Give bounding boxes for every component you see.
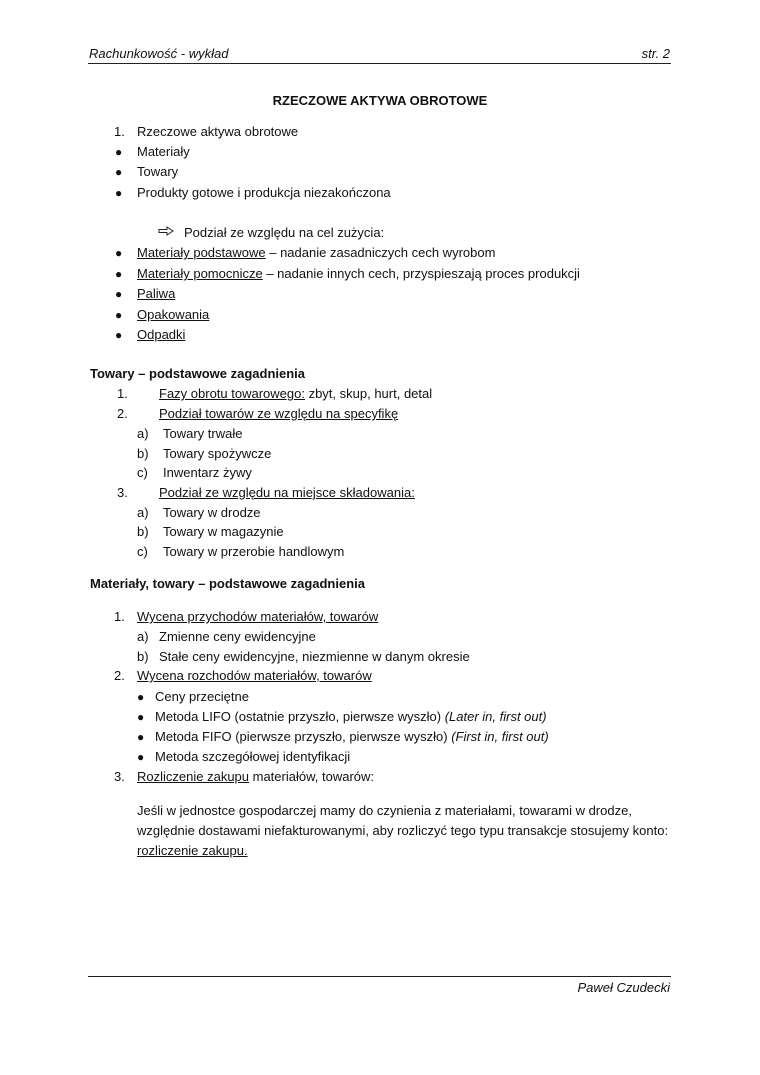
section-heading: Towary – podstawowe zagadnienia	[90, 366, 306, 381]
bullet-icon: ●	[115, 145, 123, 159]
paragraph-line: rozliczenie zakupu.	[137, 843, 248, 858]
header-rule	[88, 63, 671, 64]
term: Fazy obrotu towarowego:	[159, 386, 305, 401]
sub-marker: c)	[137, 544, 148, 559]
description: zbyt, skup, hurt, detal	[304, 386, 433, 401]
item-italic: (First in, first out)	[451, 729, 549, 744]
arrow-right-icon	[158, 226, 174, 236]
bullet-icon: ●	[115, 186, 123, 200]
sub-item: Towary spożywcze	[163, 446, 272, 461]
numbered-text: Podział towarów ze względu na specyfikę	[159, 406, 399, 421]
bullet-icon: ●	[137, 730, 145, 744]
term: Materiały podstawowe	[137, 245, 266, 260]
term: Materiały pomocnicze	[137, 266, 263, 281]
sub-marker: c)	[137, 465, 148, 480]
item-text: Metoda LIFO (ostatnie przyszło, pierwsze wyszło)	[155, 709, 445, 724]
numbered-marker: 3.	[117, 485, 128, 500]
numbered-marker: 1.	[117, 386, 128, 401]
list-item	[137, 286, 175, 301]
sub-marker: a)	[137, 629, 149, 644]
sub-item: Zmienne ceny ewidencyjne	[159, 629, 316, 644]
sub-marker: b)	[137, 649, 149, 664]
numbered-marker: 2.	[114, 668, 125, 683]
numbered-marker: 2.	[117, 406, 128, 421]
bullet-icon: ●	[115, 287, 123, 301]
bullet-icon: ●	[115, 267, 123, 281]
sub-item: Stałe ceny ewidencyjne, niezmienne w danym okresie	[159, 649, 470, 664]
sub-item: Towary trwałe	[163, 426, 243, 441]
term: Paliwa	[137, 286, 176, 301]
sub-marker: a)	[137, 426, 149, 441]
sub-item: Towary w magazynie	[163, 524, 284, 539]
description: materiałów, towarów:	[249, 769, 375, 784]
term: Opakowania	[137, 307, 210, 322]
page-title: RZECZOWE AKTYWA OBROTOWE	[272, 93, 488, 108]
numbered-text: Wycena przychodów materiałów, towarów	[137, 609, 379, 624]
bullet-icon: ●	[115, 246, 123, 260]
page-number: str. 2	[641, 46, 670, 61]
bullet-icon: ●	[137, 710, 145, 724]
bullet-icon: ●	[115, 328, 123, 342]
numbered-marker: 1.	[114, 124, 125, 139]
footer-rule	[88, 976, 671, 977]
numbered-text: Wycena rozchodów materiałów, towarów	[137, 668, 372, 683]
bullet-icon: ●	[115, 308, 123, 322]
list-item	[137, 266, 580, 281]
bullet-icon: ●	[137, 690, 145, 704]
sub-marker: b)	[137, 524, 149, 539]
list-item	[137, 245, 495, 260]
list-item: Towary	[137, 164, 179, 179]
list-item	[137, 307, 209, 322]
list-item: Produkty gotowe i produkcja niezakończona	[137, 185, 391, 200]
arrow-text: Podział ze względu na cel zużycia:	[184, 225, 385, 240]
item-text: Metoda szczegółowej identyfikacji	[155, 749, 351, 764]
list-item	[155, 749, 350, 764]
sub-item: Inwentarz żywy	[163, 465, 252, 480]
numbered-marker: 1.	[114, 609, 125, 624]
sub-item: Towary w przerobie handlowym	[163, 544, 345, 559]
numbered-text	[159, 386, 432, 401]
footer-author: Paweł Czudecki	[577, 980, 670, 995]
header-left: Rachunkowość - wykład	[89, 46, 229, 61]
item-text: Ceny przeciętne	[155, 689, 249, 704]
term: Rozliczenie zakupu	[137, 769, 250, 784]
list-item	[155, 729, 549, 744]
numbered-marker: 3.	[114, 769, 125, 784]
item-italic: (Later in, first out)	[444, 709, 547, 724]
description: – nadanie zasadniczych cech wyrobom	[265, 245, 496, 260]
sub-item: Towary w drodze	[163, 505, 261, 520]
section-heading: Materiały, towary – podstawowe zagadnienia	[90, 576, 365, 591]
item-text: Metoda FIFO (pierwsze przyszło, pierwsze wyszło)	[155, 729, 452, 744]
description: – nadanie innych cech, przyspieszają proces produkcji	[262, 266, 580, 281]
bullet-icon: ●	[115, 165, 123, 179]
numbered-text: Podział ze względu na miejsce składowania:	[159, 485, 415, 500]
numbered-text: Rzeczowe aktywa obrotowe	[137, 124, 299, 139]
sub-marker: a)	[137, 505, 149, 520]
term: Odpadki	[137, 327, 186, 342]
paragraph-line: względnie dostawami niefakturowanymi, aby rozliczyć tego typu transakcje stosujemy konto:	[137, 823, 669, 838]
list-item	[137, 327, 185, 342]
list-item	[155, 689, 249, 704]
bullet-icon: ●	[137, 750, 145, 764]
paragraph-line: Jeśli w jednostce gospodarczej mamy do czynienia z materiałami, towarami w drodze,	[137, 803, 632, 818]
numbered-text	[137, 769, 374, 784]
sub-marker: b)	[137, 446, 149, 461]
list-item: Materiały	[137, 144, 190, 159]
list-item	[155, 709, 547, 724]
